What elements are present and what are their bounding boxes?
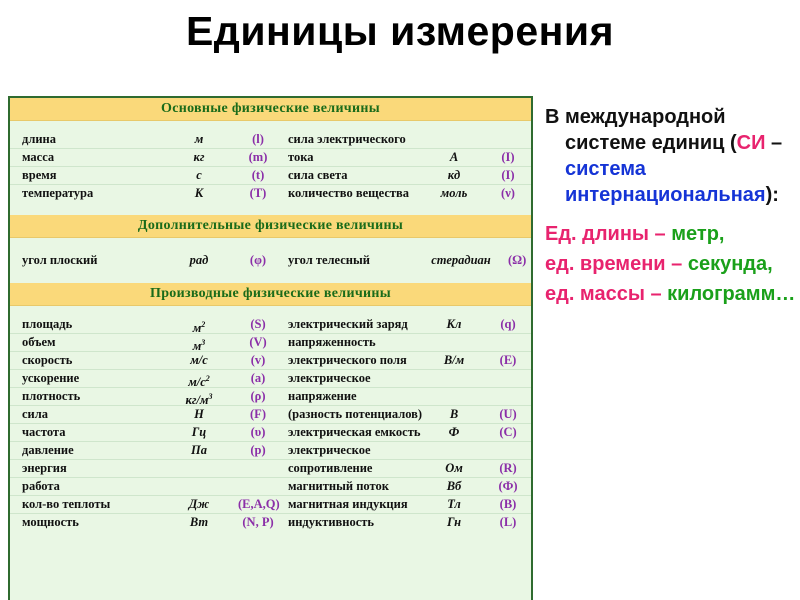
quantity-symbol: (t) [251,168,265,182]
quantity-unit: Па [191,443,207,457]
quantity-name-2: угол телесный [288,253,370,267]
table-row [10,149,531,167]
quantity-unit: $м^2$ [192,320,206,336]
quantity-name: работа [22,479,60,493]
quantity-name-2: электрическое [288,443,371,457]
quantity-name: площадь [22,317,73,331]
quantity-name-2: электрическое [288,371,371,385]
table-row [10,167,531,185]
quantity-symbol-2: (L) [499,515,517,529]
quantity-unit: $м^3$ [192,338,206,354]
spacer [10,121,531,131]
quantity-unit-2: В/м [443,353,465,367]
quantity-unit-2: В [449,407,459,421]
quantity-name-2: электрический заряд [288,317,408,331]
quantity-name: энергия [22,461,67,475]
quantity-unit: $кг/м^3$ [185,392,213,408]
table-row [10,185,531,203]
quantity-unit: с [196,168,202,182]
quantity-symbol: (υ) [250,425,266,439]
quantity-symbol-2: (E) [499,353,517,367]
spacer [10,532,531,544]
spacer [10,306,531,316]
quantity-name: ускорение [22,371,80,385]
quantity-name: сила [22,407,49,421]
quantity-unit-2: Ом [445,461,463,475]
quantity-name-2: электрическая емкость [288,425,421,439]
time-label: ед. времени – [545,253,688,275]
quantity-unit-2: кд [447,168,461,182]
quantity-unit-2: Ф [448,425,460,439]
unit-exponent: 3 [201,338,206,347]
quantity-symbol-2: (Ф) [498,479,518,493]
quantity-symbol: (E,A,Q) [238,497,280,511]
quantity-unit: $м/с^2$ [188,374,210,390]
spacer [545,212,800,221]
quantity-unit: м/с [190,353,208,367]
quantity-name-2: (разность потенциалов) [288,407,423,421]
quantity-symbol-2: (R) [499,461,517,475]
quantity-symbol: (F) [250,407,266,421]
spacer [10,203,531,215]
quantity-name: длина [22,132,56,146]
unit-exponent: 2 [201,320,206,329]
quantity-name-2: сила электрического [288,132,406,146]
quantity-symbol-2: (ν) [501,186,515,200]
quantity-unit-2: Гн [446,515,462,529]
table-row [10,478,531,496]
section-body-additional [10,238,531,283]
table-row [10,370,531,388]
table-row [10,424,531,442]
quantity-unit: м [194,132,204,146]
side-text-panel [545,104,800,311]
quantity-symbol: (V) [249,335,267,349]
quantity-unit: Гц [191,425,207,439]
quantity-name-2: электрического поля [288,353,407,367]
quantity-symbol-2: (q) [500,317,516,331]
side-paragraph-definition [545,104,800,208]
quantity-unit-2: Вб [446,479,462,493]
quantity-symbol-2: (Ω) [508,253,527,267]
quantity-symbol-2: (I) [501,168,515,182]
derived-rows [10,316,531,532]
quantity-unit-2: стерадиан [431,253,491,267]
table-row [10,388,531,406]
quantity-name-2: индуктивность [288,515,375,529]
quantity-name: угол плоский [22,253,98,267]
quantity-unit-2: моль [440,186,468,200]
quantity-name-2: сила света [288,168,348,182]
quantity-name-2: тока [288,150,314,164]
section-header-derived: Производные физические величины [10,283,531,306]
quantity-name-2: магнитный поток [288,479,389,493]
time-value: секунда, [687,253,773,275]
page-title: Единицы измерения [185,8,615,54]
si-abbreviation: СИ [736,132,766,154]
quantity-unit: рад [189,253,209,267]
quantity-symbol: (m) [248,150,268,164]
quantity-symbol: (p) [250,443,266,457]
quantity-symbol: (T) [249,186,267,200]
quantity-unit-2: А [449,150,459,164]
quantity-name: объем [22,335,56,349]
section-body-basic [10,121,531,215]
units-table [8,96,533,600]
unit-exponent: 3 [208,392,213,401]
table-row [10,238,531,283]
definition-end: ): [765,184,779,206]
table-row [10,406,531,424]
quantity-symbol: (l) [252,132,264,146]
quantity-unit: Дж [188,497,210,511]
quantity-name: температура [22,186,94,200]
quantity-name-2: напряженность [288,335,376,349]
side-paragraph-time [545,251,800,277]
table-row [10,316,531,334]
basic-rows [10,131,531,203]
mass-label: ед. массы – [545,283,668,305]
quantity-symbol: (φ) [249,253,267,267]
quantity-symbol-2: (C) [499,425,517,439]
length-label: Ед. длины – [545,223,672,245]
table-row [10,131,531,149]
table-row [10,514,531,532]
definition-intro: В международной системе единиц ( [545,106,737,154]
side-paragraph-mass [545,281,800,307]
quantity-name-2: сопротивление [288,461,373,475]
quantity-symbol-2: (B) [499,497,517,511]
unit-exponent: 2 [205,374,210,383]
quantity-name: давление [22,443,74,457]
table-row [10,460,531,478]
table-row [10,442,531,460]
quantity-name-2: количество вещества [288,186,410,200]
table-row [10,334,531,352]
mass-value: килограмм… [667,283,796,305]
table-row [10,496,531,514]
section-body-derived [10,306,531,544]
quantity-name: кол-во теплоты [22,497,111,511]
quantity-unit: К [194,186,204,200]
quantity-symbol-2: (U) [499,407,517,421]
quantity-symbol: (N, P) [242,515,274,529]
dash: – [765,132,783,154]
quantity-name: плотность [22,389,81,403]
quantity-unit-2: Тл [447,497,461,511]
side-paragraph-length [545,221,800,247]
si-expansion: система интернациональная [565,158,766,206]
quantity-name-2: магнитная индукция [288,497,408,511]
quantity-unit: кг [193,150,205,164]
quantity-name: время [22,168,57,182]
quantity-symbol: (a) [250,371,266,385]
quantity-name: частота [22,425,66,439]
quantity-unit: Н [194,407,204,421]
section-header-additional: Дополнительные физические величины [10,215,531,238]
table-row [10,352,531,370]
quantity-symbol: (v) [250,353,266,367]
quantity-name: масса [22,150,55,164]
quantity-name: мощность [22,515,79,529]
quantity-name: скорость [22,353,73,367]
quantity-unit: Вт [189,515,209,529]
quantity-symbol-2: (I) [501,150,515,164]
quantity-symbol: (S) [250,317,266,331]
quantity-unit-2: Кл [446,317,462,331]
quantity-symbol: (ρ) [250,389,266,403]
section-header-basic: Основные физические величины [10,98,531,121]
quantity-name-2: напряжение [288,389,357,403]
length-value: метр, [671,223,725,245]
